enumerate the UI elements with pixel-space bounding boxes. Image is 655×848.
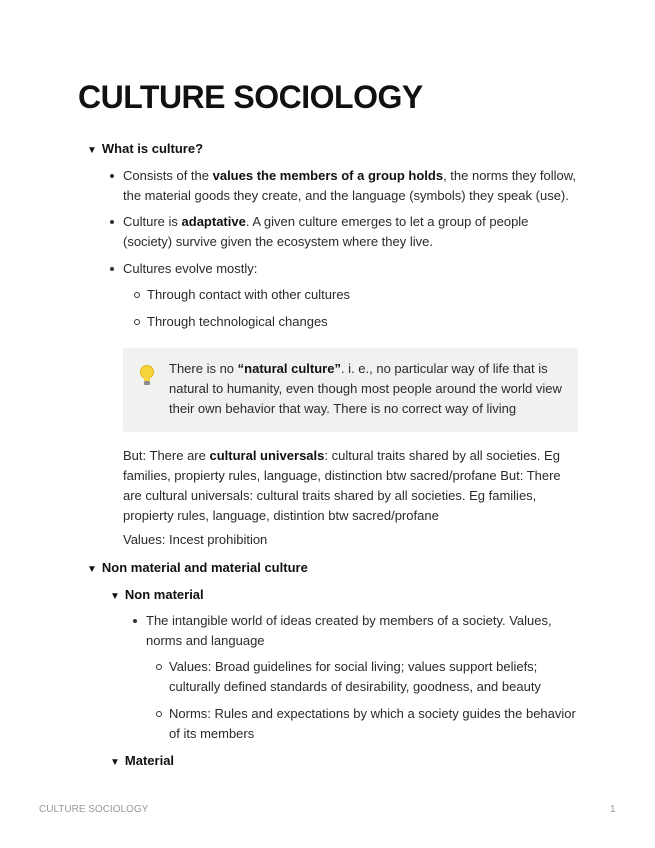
list-item: Culture is adaptative. A given culture emerges to let a group of people (society) survive given the ecosystem where they live. xyxy=(123,212,578,252)
triangle-down-icon: ▼ xyxy=(110,591,120,602)
toggle-label: Material xyxy=(124,753,175,768)
list-item: Through contact with other cultures xyxy=(147,285,577,305)
toggle-label: What is culture? xyxy=(101,141,204,156)
paragraph-values: Values: Incest prohibition xyxy=(123,532,268,547)
toggle-non-material-and-material[interactable] xyxy=(87,558,308,580)
list-item: Through technological changes xyxy=(147,312,577,332)
triangle-down-icon: ▼ xyxy=(87,145,97,156)
callout xyxy=(123,348,578,432)
toggle-label: Non material xyxy=(124,587,204,602)
list-item: The intangible world of ideas created by members of a society. Values, norms and language xyxy=(146,611,566,651)
list-item: Values: Broad guidelines for social living; values support beliefs; culturally defined standards of desirability, goodness, and beauty xyxy=(169,657,579,697)
page-title: CULTURE SOCIOLOGY xyxy=(78,79,423,115)
toggle-material[interactable] xyxy=(110,751,174,773)
footer-title: CULTURE SOCIOLOGY xyxy=(39,804,149,815)
page-number: 1 xyxy=(610,804,616,815)
lightbulb-icon xyxy=(139,364,155,388)
triangle-down-icon: ▼ xyxy=(87,564,97,575)
triangle-down-icon: ▼ xyxy=(110,757,120,768)
list-item: Norms: Rules and expectations by which a society guides the behavior of its members xyxy=(169,704,579,744)
list-item: Cultures evolve mostly: xyxy=(123,259,578,279)
list-item: Consists of the values the members of a group holds, the norms they follow, the material goods they create, and the language (symbols) they speak (use). xyxy=(123,166,578,206)
toggle-what-is-culture[interactable] xyxy=(87,139,203,161)
toggle-label: Non material and material culture xyxy=(101,560,308,575)
toggle-non-material[interactable] xyxy=(110,585,204,607)
paragraph-cultural-universals: But: There are cultural universals: cultural traits shared by all societies. Eg families, propierty rules, language, distinction btw sacred/profane But: There are cultural universals: cultural traits shared by all societies. Eg families, propierty rules, language, distintion btw sacred/profane xyxy=(123,448,561,523)
callout-text: There is no “natural culture”. i. e., no particular way of life that is natural to humanity, even though most people around the world view their own behavior that way. There is no correct way of living xyxy=(169,361,562,416)
